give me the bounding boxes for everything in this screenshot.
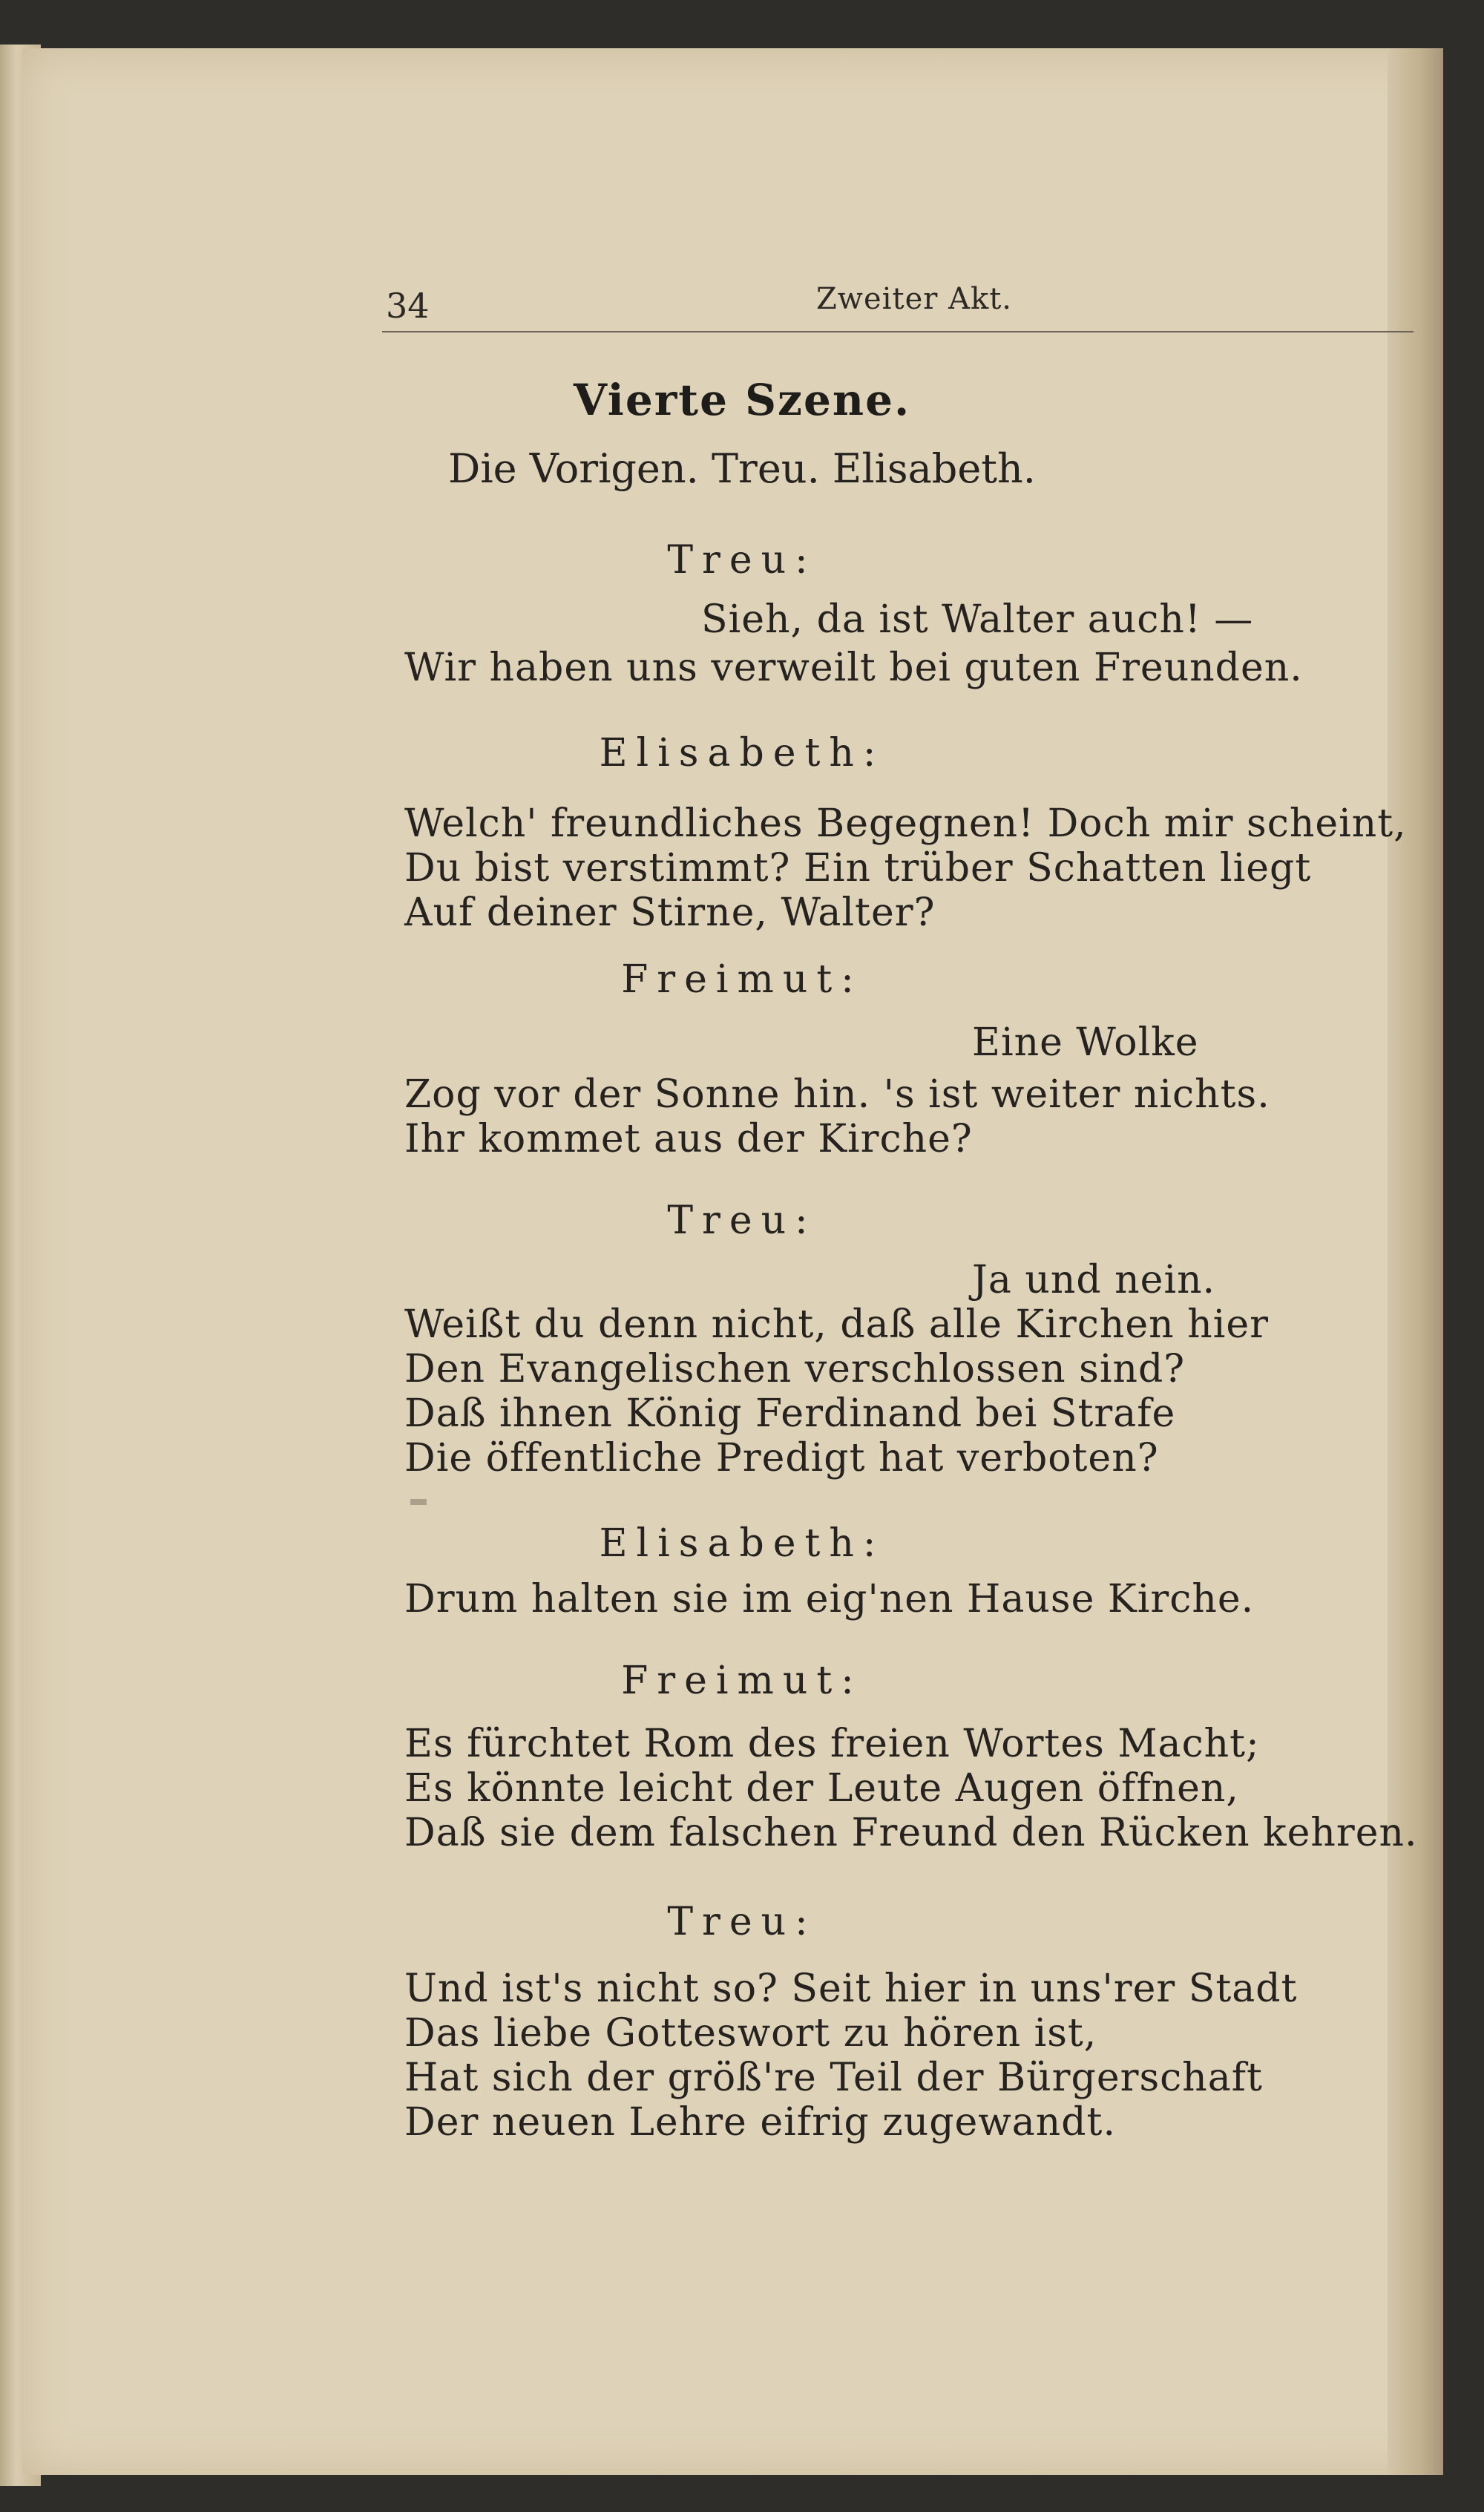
speaker-name: Elisabeth:	[599, 1521, 885, 1566]
verse-line: Du bist verstimmt? Ein trüber Schatten liegt	[404, 846, 1312, 891]
verse-line: Die öffentliche Predigt hat verboten?	[404, 1436, 1159, 1480]
ink-speck	[410, 1499, 427, 1505]
speaker-name: Treu:	[667, 538, 817, 583]
verse-line: Das liebe Gotteswort zu hören ist,	[404, 2011, 1097, 2056]
verse-line: Sieh, da ist Walter auch! —	[701, 597, 1254, 642]
speaker-name: Treu:	[667, 1198, 817, 1243]
verse-line: Weißt du denn nicht, daß alle Kirchen hier	[404, 1302, 1269, 1347]
verse-line: Drum halten sie im eig'nen Hause Kirche.	[404, 1577, 1255, 1621]
page-number: 34	[386, 286, 430, 326]
verse-line: Der neuen Lehre eifrig zugewandt.	[404, 2100, 1116, 2145]
verse-line: Wir haben uns verweilt bei guten Freunden.	[404, 646, 1303, 690]
speaker-name: Freimut:	[621, 957, 863, 1002]
verse-line: Hat sich der größ're Teil der Bürgerschaft	[404, 2056, 1263, 2100]
verse-line: Und ist's nicht so? Seit hier in uns'rer Stadt	[404, 1967, 1298, 2011]
verse-line: Den Evangelischen verschlossen sind?	[404, 1347, 1186, 1391]
speaker-name: Elisabeth:	[599, 731, 885, 775]
verse-line: Auf deiner Stirne, Walter?	[404, 891, 936, 935]
verse-line: Eine Wolke	[972, 1020, 1199, 1065]
verse-line: Ja und nein.	[972, 1258, 1216, 1302]
header-rule	[382, 331, 1414, 332]
running-head: Zweiter Akt.	[816, 282, 1012, 316]
speaker-name: Freimut:	[621, 1659, 863, 1703]
stage-direction: Die Vorigen. Treu. Elisabeth.	[448, 445, 1036, 492]
verse-line: Ihr kommet aus der Kirche?	[404, 1117, 973, 1161]
verse-line: Es könnte leicht der Leute Augen öffnen,	[404, 1766, 1239, 1811]
scene-title: Vierte Szene.	[573, 375, 911, 425]
verse-line: Daß ihnen König Ferdinand bei Strafe	[404, 1391, 1176, 1436]
verse-line: Zog vor der Sonne hin. 's ist weiter nichts.	[404, 1072, 1270, 1117]
speaker-name: Treu:	[667, 1900, 817, 1944]
verse-line: Daß sie dem falschen Freund den Rücken kehren.	[404, 1811, 1418, 1855]
verse-line: Welch' freundliches Begegnen! Doch mir scheint,	[404, 801, 1407, 846]
verse-line: Es fürchtet Rom des freien Wortes Macht;	[404, 1722, 1260, 1766]
